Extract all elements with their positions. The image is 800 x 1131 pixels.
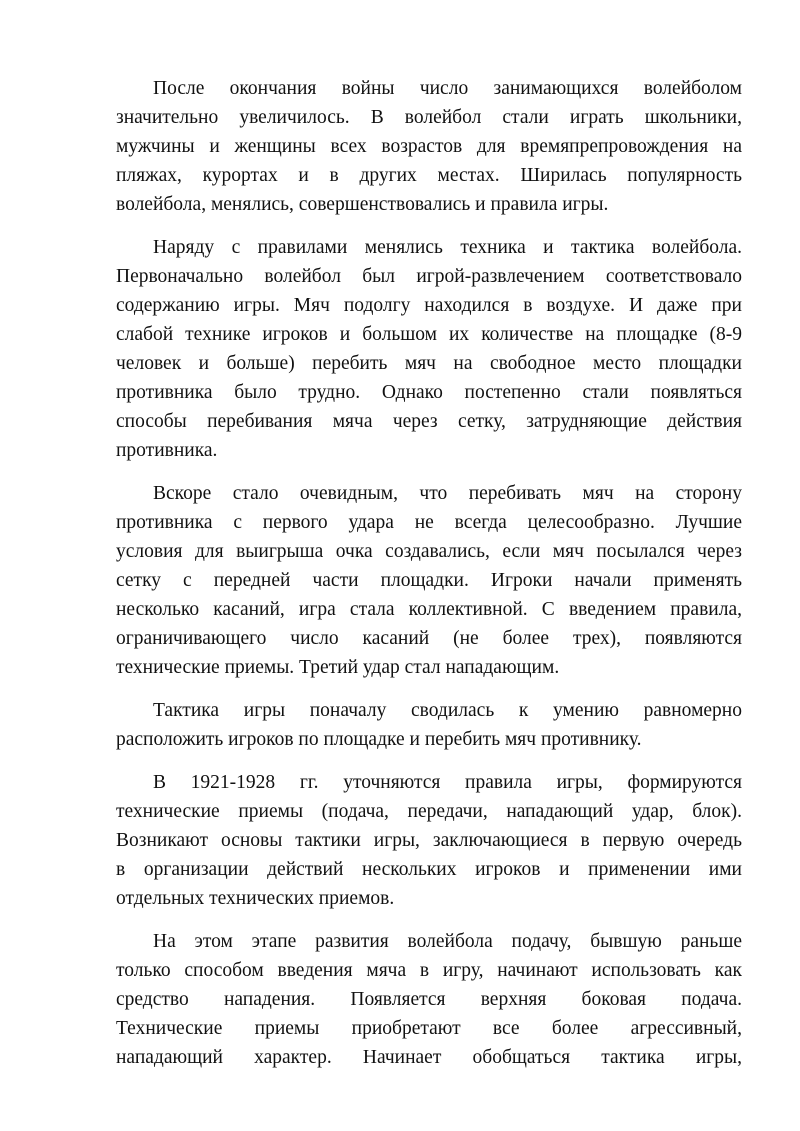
text-line: способы перебивания мяча через сетку, затрудняющие действия [116,411,742,432]
paragraph [116,927,742,1072]
paragraph [116,233,742,465]
text-line: средство нападения. Появляется верхняя боковая подача. [116,989,742,1010]
paragraph [116,479,742,682]
text-line: противника было трудно. Однако постепенно стали появляться [116,382,742,403]
text-line: Возникают основы тактики игры, заключающиеся в первую очередь [116,830,742,851]
text-line: мужчины и женщины всех возрастов для времяпрепровождения на [116,136,742,157]
text-line: Вскоре стало очевидным, что перебивать мяч на сторону [153,483,742,504]
text-line: отдельных технических приемов. [116,888,395,909]
text-line: содержанию игры. Мяч подолгу находился в воздухе. И даже при [116,295,742,316]
document-body [116,74,742,1086]
text-line: несколько касаний, игра стала коллективной. С введением правила, [116,599,742,620]
text-line: технические приемы (подача, передачи, нападающий удар, блок). [116,801,742,822]
text-line: в организации действий нескольких игроков и применении ими [116,859,742,880]
text-line: противника с первого удара не всегда целесообразно. Лучшие [116,512,742,533]
text-line: В 1921-1928 гг. уточняются правила игры, формируются [153,772,742,793]
text-line: условия для выигрыша очка создавались, если мяч посылался через [116,541,742,562]
text-line: нападающий характер. Начинает обобщаться тактика игры, [116,1047,742,1068]
text-line: волейбола, менялись, совершенствовались и правила игры. [116,194,609,215]
text-line: противника. [116,440,218,461]
text-line: ограничивающего число касаний (не более трех), появляются [116,628,742,649]
paragraph [116,768,742,913]
text-line: Наряду с правилами менялись техника и тактика волейбола. [153,237,742,258]
text-line: только способом введения мяча в игру, начинают использовать как [116,960,742,981]
text-line: Тактика игры поначалу сводилась к умению равномерно [153,700,742,721]
text-line: технические приемы. Третий удар стал нападающим. [116,657,560,678]
text-line: слабой технике игроков и большом их количестве на площадке (8-9 [116,324,742,345]
text-line: человек и больше) перебить мяч на свободное место площадки [116,353,742,374]
text-line: Технические приемы приобретают все более агрессивный, [116,1018,742,1039]
text-line: сетку с передней части площадки. Игроки начали применять [116,570,742,591]
text-line: После окончания войны число занимающихся волейболом [153,78,742,99]
text-line: пляжах, курортах и в других местах. Ширилась популярность [116,165,742,186]
text-line: Первоначально волейбол был игрой-развлечением соответствовало [116,266,742,287]
paragraph [116,74,742,219]
text-line: На этом этапе развития волейбола подачу, бывшую раньше [153,931,742,952]
text-line: значительно увеличилось. В волейбол стали играть школьники, [116,107,742,128]
paragraph [116,696,742,754]
text-line: расположить игроков по площадке и перебить мяч противнику. [116,729,642,750]
